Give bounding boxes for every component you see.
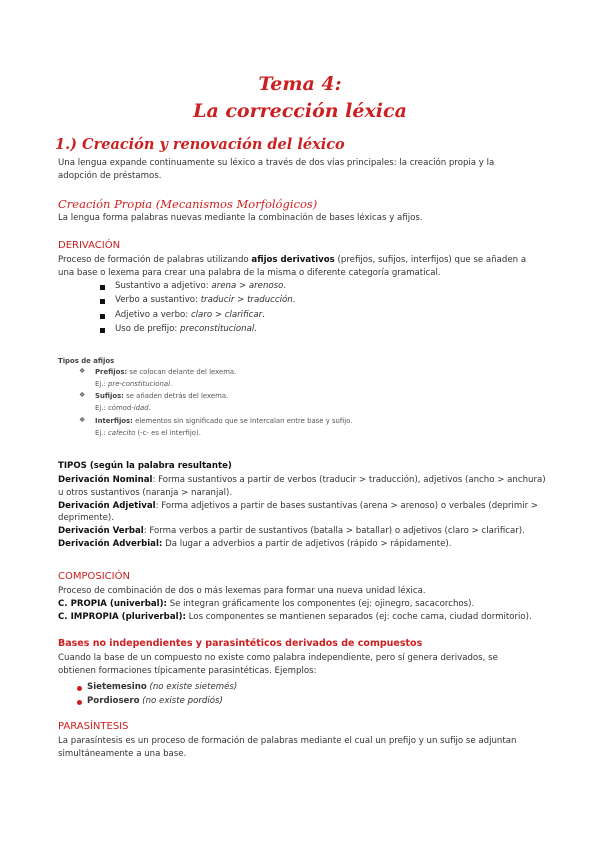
- composicion-list: [58, 585, 548, 623]
- verbal-term: Derivación Verbal: [58, 526, 144, 537]
- bases-paragraph: [58, 652, 548, 678]
- adverbial-text: Da lugar a adverbios a partir de adjetivos (rápido > rápidamente).: [162, 538, 452, 549]
- derivacion-bullet: Adjetivo a verbo: claro > clarificar.: [115, 310, 265, 320]
- afijo-example-sufijos: Ej.: cómod-idad.: [95, 404, 151, 412]
- adverbial-term: Derivación Adverbial:: [58, 538, 163, 549]
- parasintesis-heading: PARASÍNTESIS: [58, 721, 129, 732]
- adjetival-text: : Forma adjetivos a partir de bases sustantivas (arena > arenoso) o verbales (deprimir >: [155, 500, 539, 511]
- derivacion-term: afijos derivativos: [251, 255, 335, 265]
- afijo-item-interfijos: Interfijos: elementos sin significado que se intercalan entre base y sufijo.: [95, 417, 353, 425]
- derivacion-bullet: Sustantivo a adjetivo: arena > arenoso.: [115, 281, 287, 291]
- square-bullet-icon: [100, 299, 105, 304]
- square-bullet-icon: [100, 328, 105, 333]
- diamond-bullet-icon: ❖: [79, 416, 86, 424]
- impropia-text: Los componentes se mantienen separados (ej: coche cama, ciudad dormitorio).: [185, 611, 532, 622]
- title-line-2: La corrección léxica: [193, 100, 407, 122]
- creacion-heading: Creación Propia (Mecanismos Morfológicos): [58, 197, 318, 211]
- adjetival-text-2: deprimente).: [58, 513, 114, 524]
- afijo-example-prefijos: Ej.: pre-constitucional.: [95, 380, 173, 388]
- bases-line-1: Cuando la base de un compuesto no existe como palabra independiente, pero sí genera derivados, se: [58, 653, 498, 663]
- derivacion-text-a: Proceso de formación de palabras utilizando: [58, 255, 252, 265]
- square-bullet-icon: [100, 285, 105, 290]
- tipos-list: [58, 474, 548, 551]
- derivacion-line-2: una base o lexema para crear una palabra de la misma o diferente categoría gramatical.: [58, 267, 441, 278]
- nominal-text-2: u otros sustantivos (naranja > naranjal).: [58, 487, 233, 498]
- section-1-heading: 1.) Creación y renovación del léxico: [55, 136, 345, 153]
- propia-text: Se integran gráficamente los componentes (ej: ojinegro, sacacorchos).: [166, 598, 475, 609]
- afijos-heading: Tipos de afijos: [58, 357, 115, 365]
- title-line-1: Tema 4:: [258, 73, 342, 95]
- impropia-term: C. IMPROPIA (pluriverbal):: [58, 611, 186, 622]
- afijo-item-prefijos: Prefijos: se colocan delante del lexema.: [95, 368, 237, 376]
- bases-heading: Bases no independientes y parasintéticos derivados de compuestos: [58, 638, 423, 649]
- intro-line-1: Una lengua expande continuamente su léxico a través de dos vías principales: la creación propia y la: [58, 158, 495, 168]
- creacion-text: La lengua forma palabras nuevas mediante la combinación de bases léxicas y afijos.: [58, 213, 423, 223]
- afijo-item-sufijos: Sufijos: se añaden detrás del lexema.: [95, 392, 229, 400]
- afijo-example-interfijos: Ej.: cafecito (-c- es el interfijo).: [95, 429, 201, 437]
- adjetival-term: Derivación Adjetival: [58, 500, 156, 511]
- intro-paragraph: [58, 157, 548, 183]
- propia-term: C. PROPIA (univerbal):: [58, 598, 167, 609]
- composicion-heading: COMPOSICIÓN: [58, 571, 130, 582]
- tipos-heading: TIPOS (según la palabra resultante): [58, 461, 232, 471]
- parasintesis-paragraph: [58, 735, 548, 761]
- diamond-bullet-icon: ❖: [79, 367, 86, 375]
- diamond-bullet-icon: ❖: [79, 391, 86, 399]
- bases-line-2: obtienen formaciones típicamente parasintéticas. Ejemplos:: [58, 665, 317, 676]
- intro-line-2: adopción de préstamos.: [58, 170, 162, 181]
- red-bullet-icon: [77, 700, 82, 705]
- bases-item: Sietemesino (no existe sietemés): [87, 682, 238, 692]
- derivacion-paragraph: [58, 254, 548, 280]
- composicion-text: Proceso de combinación de dos o más lexemas para formar una nueva unidad léxica.: [58, 586, 426, 596]
- nominal-text: : Forma sustantivos a partir de verbos (traducir > traducción), adjetivos (ancho > anchura): [152, 475, 546, 485]
- derivacion-bullet: Uso de prefijo: preconstitucional.: [115, 324, 257, 334]
- parasintesis-line-1: La parasíntesis es un proceso de formación de palabras mediante el cual un prefijo y un sufijo se adjuntan: [58, 736, 517, 746]
- red-bullet-icon: [77, 686, 82, 691]
- derivacion-text-c: (prefijos, sufijos, interfijos) que se añaden a: [334, 255, 527, 265]
- nominal-term: Derivación Nominal: [58, 475, 153, 485]
- verbal-text: : Forma verbos a partir de sustantivos (batalla > batallar) o adjetivos (claro > clarificar).: [143, 526, 525, 537]
- parasintesis-line-2: simultáneamente a una base.: [58, 748, 187, 759]
- derivacion-heading: DERIVACIÓN: [58, 240, 121, 251]
- square-bullet-icon: [100, 314, 105, 319]
- bases-item: Pordiosero (no existe pordiós): [87, 696, 223, 706]
- derivacion-bullet: Verbo a sustantivo: traducir > traducción.: [115, 295, 296, 305]
